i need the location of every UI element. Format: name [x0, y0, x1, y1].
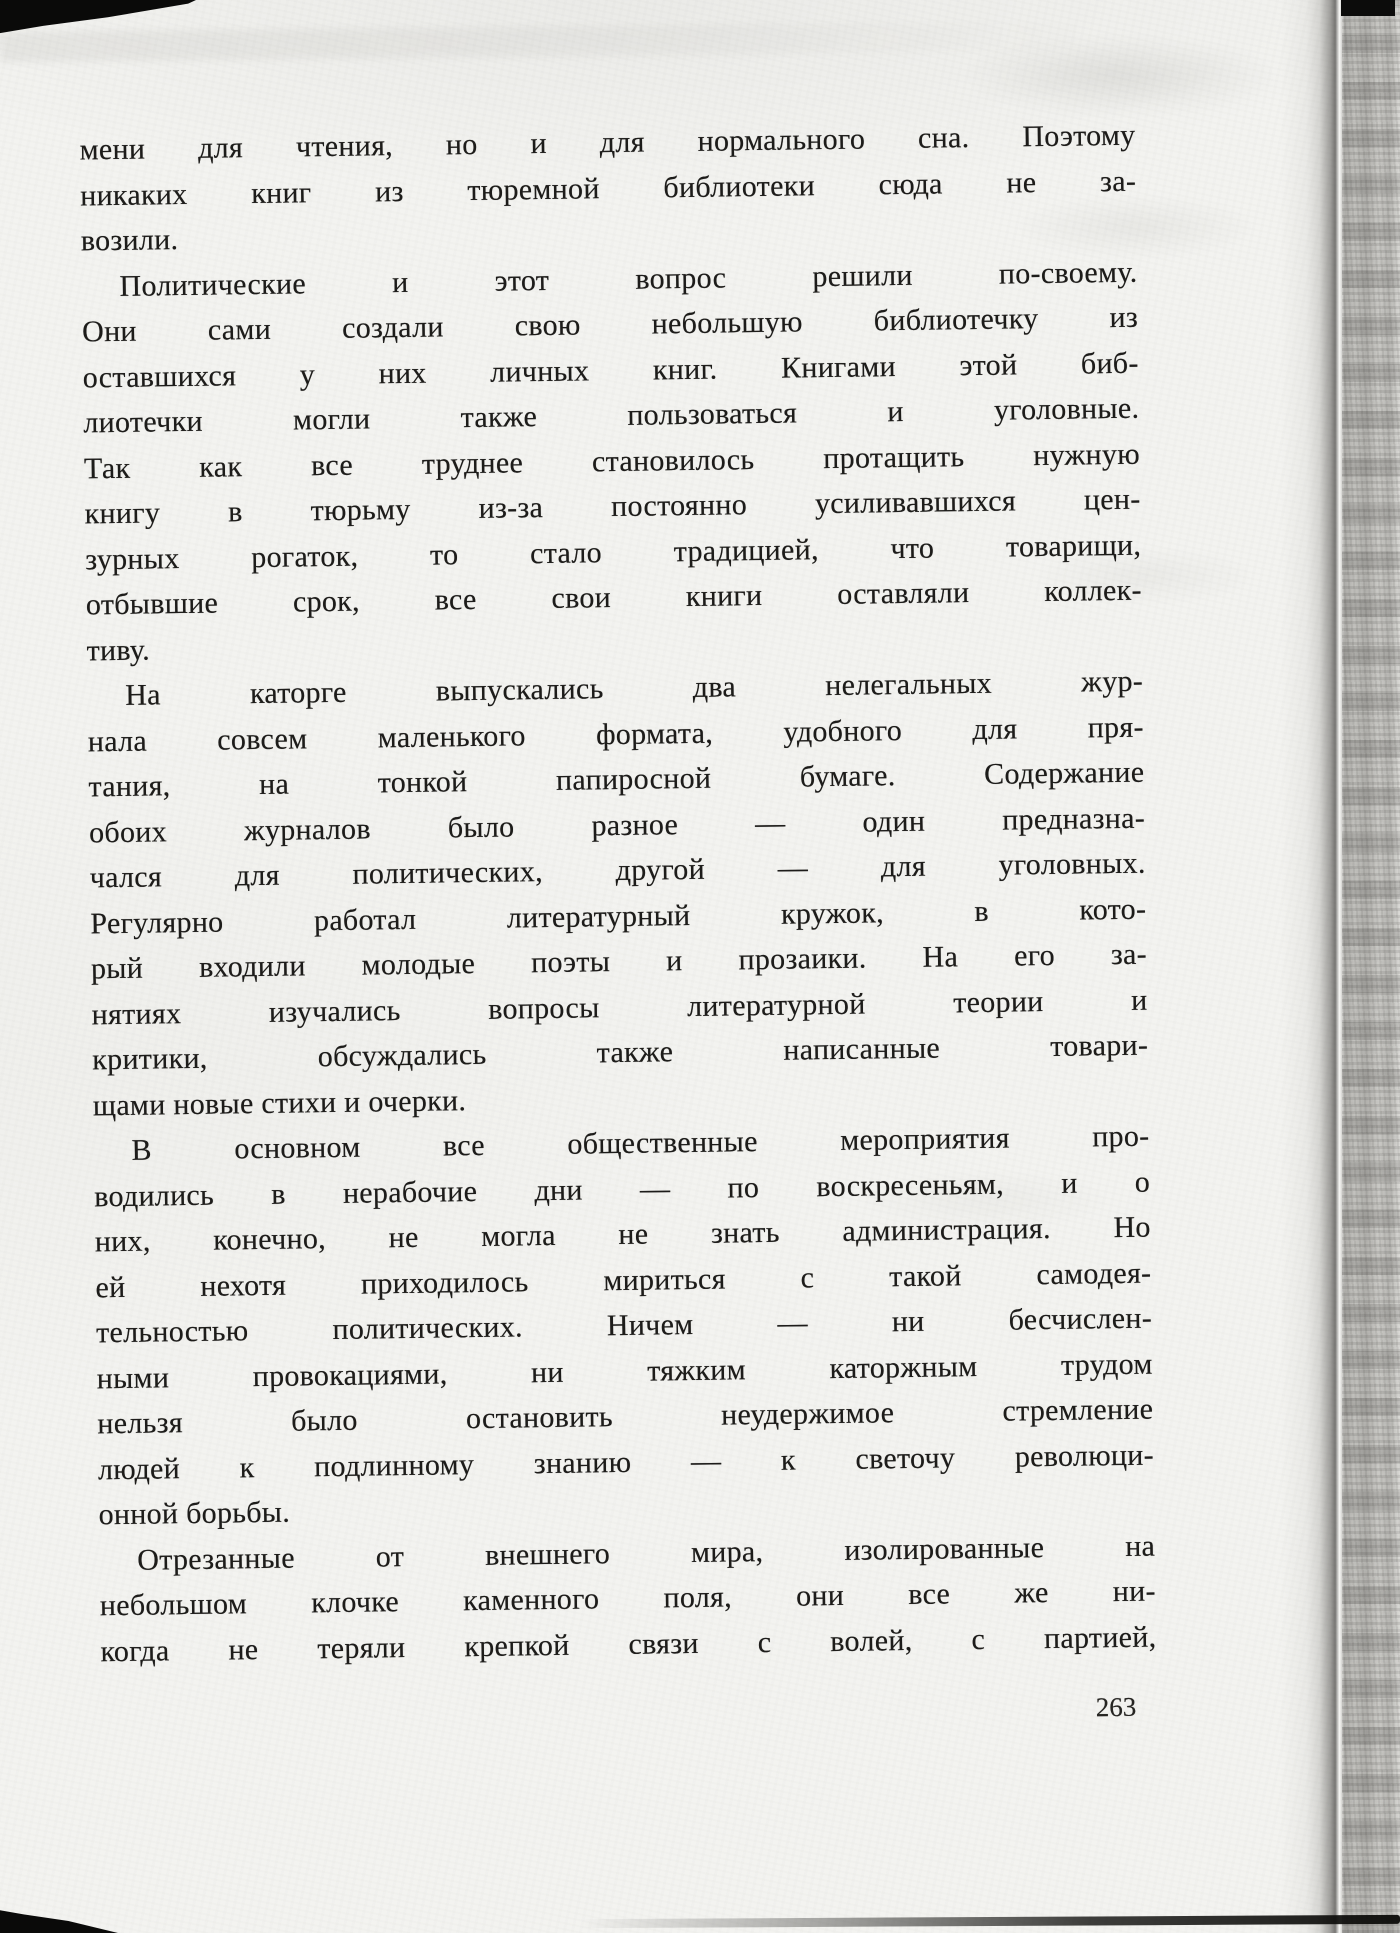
text-line: тания, на тонкой папиросной бумаге. Содержание [88, 755, 1145, 804]
text-line: людей к подлинному знанию — к светочу революци- [97, 1438, 1155, 1486]
text-line: нятиях изучались вопросы литературной теории и [91, 983, 1148, 1031]
text-line: Они сами создали свою небольшую библиотечку из [81, 300, 1139, 349]
text-line: тиву. [86, 633, 151, 667]
text-line: чался для политических, другой — для уголовных. [89, 846, 1146, 895]
text-line: никаких книг из тюремной библиотеки сюда не за- [79, 164, 1137, 212]
text-line: обоих журналов было разное — один предназна- [88, 801, 1146, 849]
text-line: рый входили молодые поэты и прозаики. На его за- [90, 937, 1148, 986]
page-number: 263 [1095, 1691, 1137, 1723]
text-line: Так как все труднее становилось протащить нужную [83, 437, 1141, 485]
paragraph [81, 249, 1143, 673]
text-line: водились в нерабочие дни — по воскресеньям, и о [93, 1165, 1151, 1213]
text-line: тельностью политических. Ничем — ни бесчислен- [95, 1301, 1153, 1350]
text-line: Регулярно работал литературный кружок, в кото- [90, 892, 1147, 940]
text-line: ными провокациями, ни тяжким каторжным трудом [96, 1347, 1153, 1395]
text-line: Политические и этот вопрос решили по-своему. [119, 255, 1138, 303]
text-line: нельзя было остановить неудержимое стремление [97, 1392, 1154, 1441]
paragraph [79, 113, 1137, 264]
bleedthrough-smudge [960, 36, 1280, 116]
page-bottom-edge [580, 1915, 1400, 1928]
text-line: ей нехотя приходилось мириться с такой самодея- [95, 1256, 1152, 1304]
scan-artifact-top-right [1341, 0, 1395, 16]
book-gutter-shadow [1280, 0, 1400, 1933]
text-line: Отрезанные от внешнего мира, изолированные на [137, 1529, 1156, 1577]
text-line: когда не теряли крепкой связи с волей, с партией, [100, 1620, 1157, 1668]
text-line: нала совсем маленького формата, удобного для пря- [87, 710, 1144, 758]
text-line: возили. [80, 223, 179, 258]
text-line: книгу в тюрьму из-за постоянно усиливавшихся цен- [84, 482, 1141, 531]
text-line: небольшом клочке каменного поля, они все же ни- [99, 1574, 1157, 1623]
paragraph [87, 659, 1149, 1129]
paragraph [93, 1114, 1155, 1538]
text-line: щами новые стихи и очерки. [92, 1083, 467, 1122]
text-line: В основном все общественные мероприятия про- [131, 1119, 1150, 1167]
text-line: критики, обсуждались также написанные товари- [92, 1028, 1149, 1077]
scan-artifact-bottom-left [0, 1903, 118, 1933]
text-line: лиотечки могли также пользоваться и уголовные. [83, 391, 1140, 440]
text-line: них, конечно, не могла не знать администрация. Но [94, 1210, 1151, 1259]
text-line: оставшихся у них личных книг. Книгами этой биб- [82, 346, 1139, 394]
page-text [79, 113, 1156, 1675]
text-line: онной борьбы. [98, 1495, 291, 1532]
paragraph [99, 1523, 1157, 1674]
text-line: зурных рогаток, то стало традицией, что товарищи, [85, 528, 1142, 576]
text-line: мени для чтения, но и для нормального сна. Поэтому [79, 118, 1136, 167]
text-line: На каторге выпускались два нелегальных жур- [124, 664, 1144, 712]
text-line: отбывшие срок, все свои книги оставляли коллек- [85, 573, 1143, 622]
